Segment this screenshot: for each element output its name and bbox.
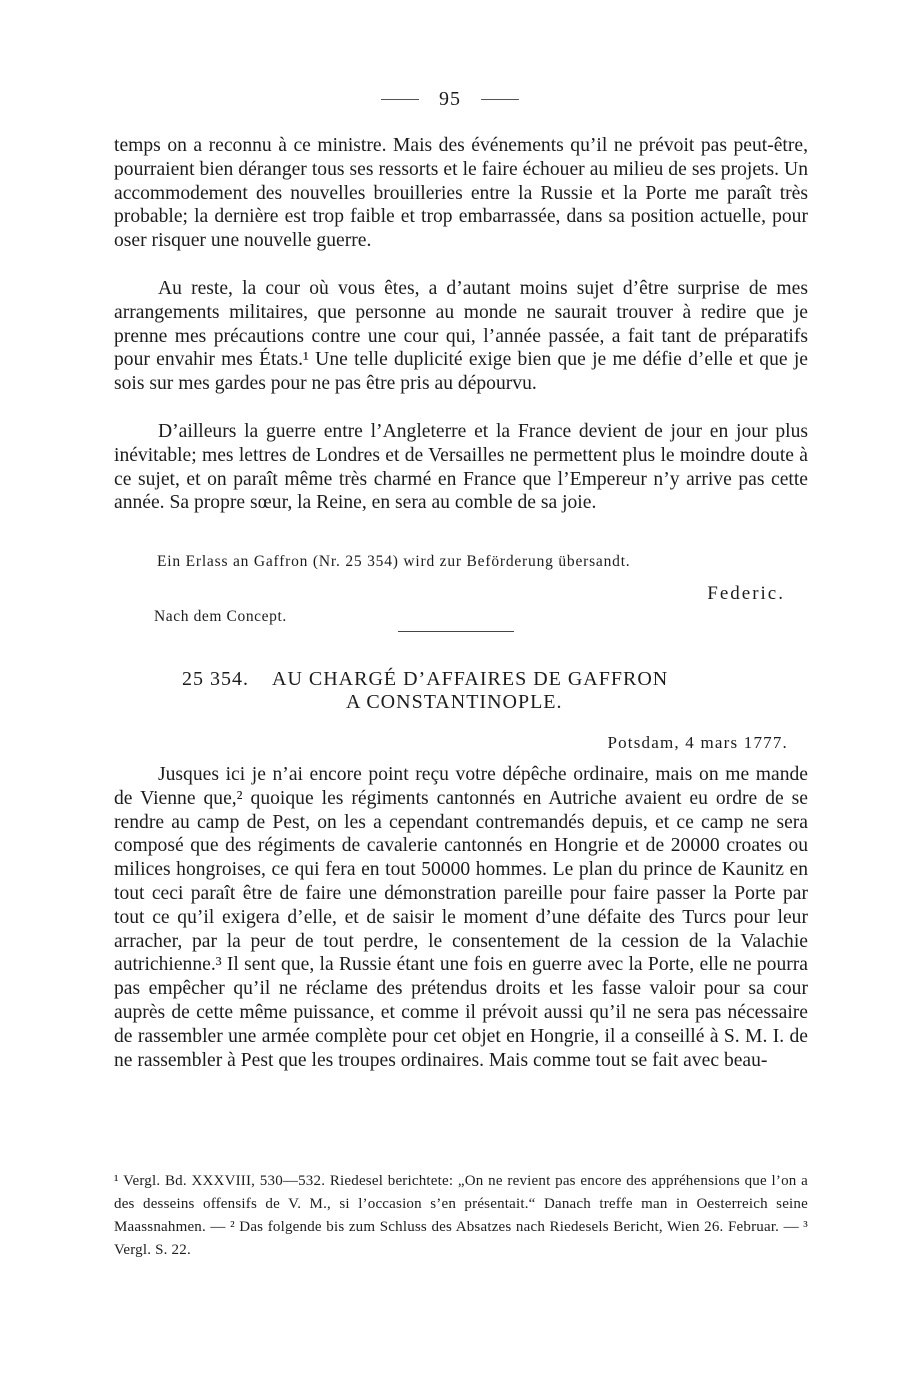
- source-note: Nach dem Concept.: [154, 608, 287, 625]
- header-rule-right: [481, 99, 519, 100]
- signature: Federic.: [707, 583, 785, 604]
- dateline: Potsdam, 4 mars 1777.: [607, 733, 788, 752]
- heading-recipient: AU CHARGÉ D’AFFAIRES DE GAFFRON: [272, 668, 669, 690]
- header-rule-left: [381, 99, 419, 100]
- footnotes: ¹ Vergl. Bd. XXXVIII, 530—532. Riedesel berichtete: „On ne revient pas encore des appréhensions que l’on a des desseins offensifs de V. M., si l’occasion s’en présentait.“ Danach treffe man in Oesterreich seine Maassnahmen. — ² Das folgende bis zum Schluss des Absatzes nach Riedesels Bericht, Wien 26. Februar. — ³ Vergl. S. 22.: [114, 1173, 808, 1258]
- document-body: Jusques ici je n’ai encore point reçu votre dépêche ordinaire, mais on me mande de Vienne que,² quoique les régiments cantonnés en Autriche avaient eu ordre de se rendre au camp de Pest, on les a cependant contremandés depuis, et ce camp ne sera composé que des régiments de cavalerie cantonnés en Hongrie et de 20000 croates ou milices hongroises, ce qui fera en tout 50000 hommes. Le plan du prince de Kaunitz en tout ceci paraît être de faire une démonstration pareille pour faire passer la Porte par tout ce qu’il exigera d’elle, et de saisir le moment d’une défaite des Turcs pour leur arracher, par la peur de tout perdre, le consentement de la cession de la Valachie autrichienne.³ Il sent que, la Russie étant une fois en guerre avec la Porte, elle ne pourra pas empêcher qu’il ne réclame des prétendus droits et les fasse valoir pour sa cour auprès de cette même puissance, et comme il prévoit aussi qu’il ne sera pas nécessaire de rassembler une armée complète pour cet objet en Hongrie, il a conseillé à S. M. I. de ne rassembler à Pest que les troupes ordinaires. Mais comme tout se fait avec beau-: [114, 764, 808, 1071]
- transmission-note: Ein Erlass an Gaffron (Nr. 25 354) wird zur Beförderung übersandt.: [157, 553, 631, 570]
- document-number: 25 354.: [182, 668, 249, 690]
- paragraph-2: Au reste, la cour où vous êtes, a d’autant moins sujet d’être surprise de mes arrangements militaires, que personne au monde ne saurait trouver à redire que je prenne mes précautions contre une cour qui, l’année passée, a fait tant de préparatifs pour envahir mes États.¹ Une telle duplicité exige bien que je me défie d’elle et que je sois sur mes gardes pour ne pas être pris au dépourvu.: [114, 278, 808, 395]
- paragraph-1: temps on a reconnu à ce ministre. Mais des événements qu’il ne prévoit pas peut-être, pourraient bien déranger tous ses ressorts et le faire échouer au milieu de ses projets. Un accommodement des nouvelles brouilleries entre la Russie et la Porte me paraît très probable; la dernière est trop faible et trop embarrassée, dans sa position actuelle, pour oser risquer une nouvelle guerre.: [114, 135, 808, 252]
- section-divider: [398, 631, 514, 632]
- page-number: 95: [439, 88, 461, 110]
- page-header: [0, 88, 900, 111]
- paragraph-3: D’ailleurs la guerre entre l’Angleterre et la France devient de jour en jour plus inévitable; mes lettres de Londres et de Versailles ne permettent plus le moindre doute à ce sujet, et on paraît même très charmé en France que l’Empereur n’y arrive pas cette année. Sa propre sœur, la Reine, en sera au comble de sa joie.: [114, 421, 808, 514]
- heading-place: A CONSTANTINOPLE.: [346, 691, 563, 713]
